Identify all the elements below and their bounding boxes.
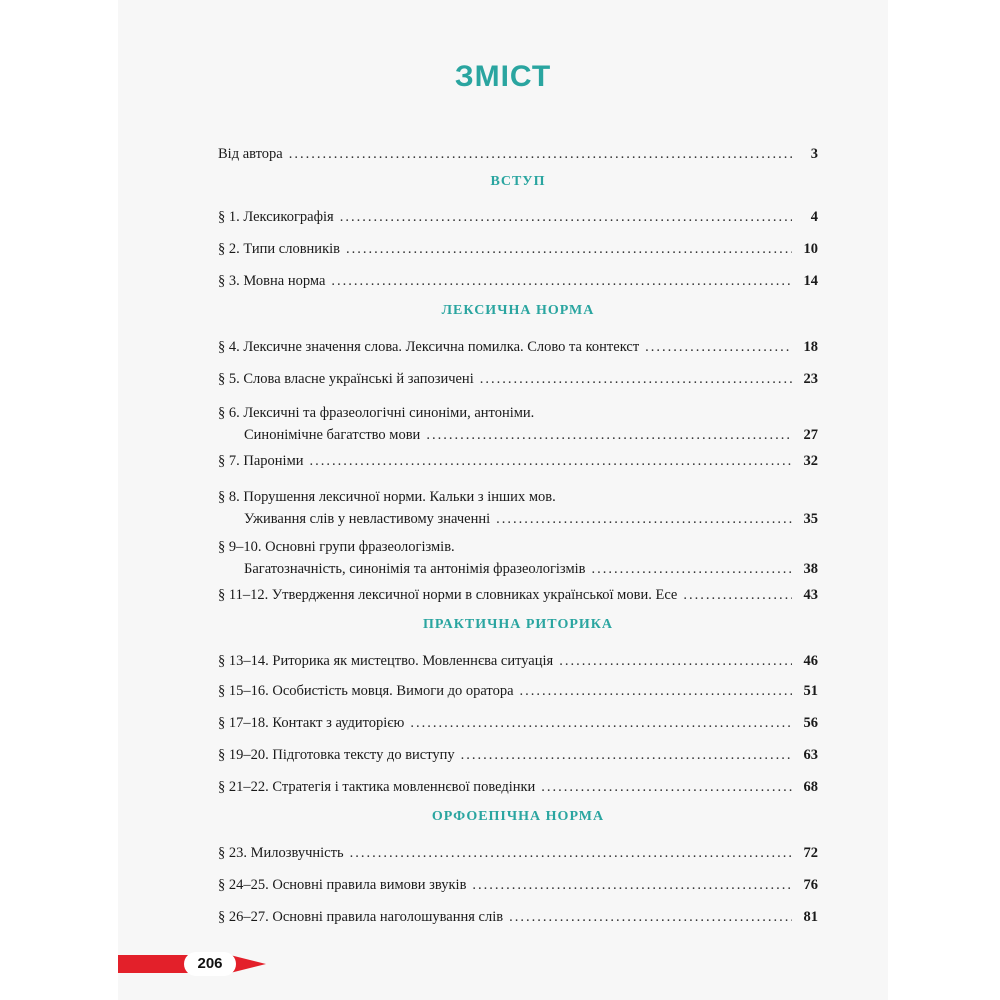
toc-entry-page: 72 bbox=[803, 845, 818, 861]
page-number: 206 bbox=[184, 952, 236, 976]
toc-entry[interactable] bbox=[218, 143, 818, 165]
toc-entry-page: 51 bbox=[803, 683, 818, 699]
toc-entry-page: 81 bbox=[803, 909, 818, 925]
toc-entry-page: 10 bbox=[803, 241, 818, 257]
leader-dots bbox=[426, 424, 792, 446]
toc-entry-page: 3 bbox=[810, 146, 818, 162]
toc-entry-title: § 19–20. Підготовка тексту до виступу bbox=[218, 747, 455, 763]
toc-entry-page: 46 bbox=[803, 653, 818, 669]
toc-entry[interactable] bbox=[218, 536, 818, 580]
toc-entry[interactable] bbox=[218, 206, 818, 228]
toc-entry-title: § 23. Милозвучність bbox=[218, 845, 344, 861]
toc-entry-title: § 21–22. Стратегія і тактика мовленнєвої поведінки bbox=[218, 779, 536, 795]
toc-entry-title: § 4. Лексичне значення слова. Лексична помилка. Слово та контекст bbox=[218, 339, 640, 355]
toc-entry-title: § 1. Лексикографія bbox=[218, 209, 334, 225]
toc-entry-page: 68 bbox=[803, 779, 818, 795]
leader-dots bbox=[541, 776, 792, 798]
toc-entry-title: § 11–12. Утвердження лексичної норми в словниках української мови. Есе bbox=[218, 587, 678, 603]
page-title: ЗМІСТ bbox=[454, 60, 552, 93]
leader-dots bbox=[340, 206, 792, 228]
leader-dots bbox=[480, 368, 792, 390]
toc-entry[interactable] bbox=[218, 680, 818, 702]
toc-entry[interactable] bbox=[218, 712, 818, 734]
toc-entry-page: 35 bbox=[803, 511, 818, 527]
toc-entry[interactable] bbox=[218, 584, 818, 606]
toc-entry[interactable] bbox=[218, 650, 818, 672]
leader-dots bbox=[496, 508, 792, 530]
page-number-band bbox=[118, 952, 268, 976]
toc-entry-title: § 24–25. Основні правила вимови звуків bbox=[218, 877, 467, 893]
toc-entry[interactable] bbox=[218, 450, 818, 472]
toc-entry-title: § 13–14. Риторика як мистецтво. Мовленнєва ситуація bbox=[218, 653, 554, 669]
toc-entry-title: Багатозначність, синонімія та антонімія фразеологізмів bbox=[244, 561, 586, 577]
toc-entry[interactable] bbox=[218, 744, 818, 766]
toc-entry-page: 14 bbox=[803, 273, 818, 289]
toc-entry[interactable] bbox=[218, 402, 818, 446]
toc-entry[interactable] bbox=[218, 270, 818, 292]
toc-entry[interactable] bbox=[218, 486, 818, 530]
leader-dots bbox=[331, 270, 792, 292]
toc-entry[interactable] bbox=[218, 842, 818, 864]
leader-dots bbox=[509, 906, 792, 928]
section-heading: ВСТУП bbox=[490, 174, 546, 189]
leader-dots bbox=[683, 584, 792, 606]
section-heading: ЛЕКСИЧНА НОРМА bbox=[441, 303, 595, 318]
toc-entry-title-line1: § 6. Лексичні та фразеологічні синоніми, антоніми. bbox=[218, 405, 535, 421]
toc-entry-title: § 17–18. Контакт з аудиторією bbox=[218, 715, 405, 731]
toc-entry[interactable] bbox=[218, 336, 818, 358]
leader-dots bbox=[350, 842, 792, 864]
toc-entry-title: Уживання слів у невластивому значенні bbox=[244, 511, 491, 527]
toc-entry-page: 23 bbox=[803, 371, 818, 387]
leader-dots bbox=[461, 744, 792, 766]
toc-entry-title: § 15–16. Особистість мовця. Вимоги до оратора bbox=[218, 683, 514, 699]
toc-entry-page: 27 bbox=[803, 427, 818, 443]
leader-dots bbox=[346, 238, 792, 260]
toc-entry-page: 63 bbox=[803, 747, 818, 763]
toc-entry-title-line1: § 8. Порушення лексичної норми. Кальки з інших мов. bbox=[218, 489, 556, 505]
toc-entry-page: 56 bbox=[803, 715, 818, 731]
leader-dots bbox=[592, 558, 792, 580]
section-heading: ПРАКТИЧНА РИТОРИКА bbox=[422, 617, 614, 632]
toc-entry-page: 4 bbox=[810, 209, 818, 225]
toc-entry[interactable] bbox=[218, 238, 818, 260]
toc-entry[interactable] bbox=[218, 906, 818, 928]
toc-entry-page: 32 bbox=[803, 453, 818, 469]
toc-entry-title: § 26–27. Основні правила наголошування слів bbox=[218, 909, 504, 925]
toc-entry-page: 76 bbox=[803, 877, 818, 893]
red-bar-decoration bbox=[118, 955, 188, 973]
toc-entry-title: § 3. Мовна норма bbox=[218, 273, 326, 289]
toc-entry-title: Від автора bbox=[218, 146, 283, 162]
toc-entry-page: 38 bbox=[803, 561, 818, 577]
section-heading: ОРФОЕПІЧНА НОРМА bbox=[431, 809, 605, 824]
toc-entry-title: Синонімічне багатство мови bbox=[244, 427, 421, 443]
toc-entry-title-line1: § 9–10. Основні групи фразеологізмів. bbox=[218, 539, 455, 555]
leader-dots bbox=[645, 336, 792, 358]
toc-entry-title: § 2. Типи словників bbox=[218, 241, 340, 257]
leader-dots bbox=[310, 450, 792, 472]
leader-dots bbox=[520, 680, 792, 702]
leader-dots bbox=[472, 874, 792, 896]
toc-entry-page: 18 bbox=[803, 339, 818, 355]
toc-entry[interactable] bbox=[218, 368, 818, 390]
toc-entry-title: § 7. Пароніми bbox=[218, 453, 304, 469]
leader-dots bbox=[559, 650, 792, 672]
toc-entry[interactable] bbox=[218, 874, 818, 896]
toc-entry-title: § 5. Слова власне українські й запозичені bbox=[218, 371, 474, 387]
leader-dots bbox=[410, 712, 792, 734]
leader-dots bbox=[289, 143, 792, 165]
toc-entry[interactable] bbox=[218, 776, 818, 798]
toc-entry-page: 43 bbox=[803, 587, 818, 603]
